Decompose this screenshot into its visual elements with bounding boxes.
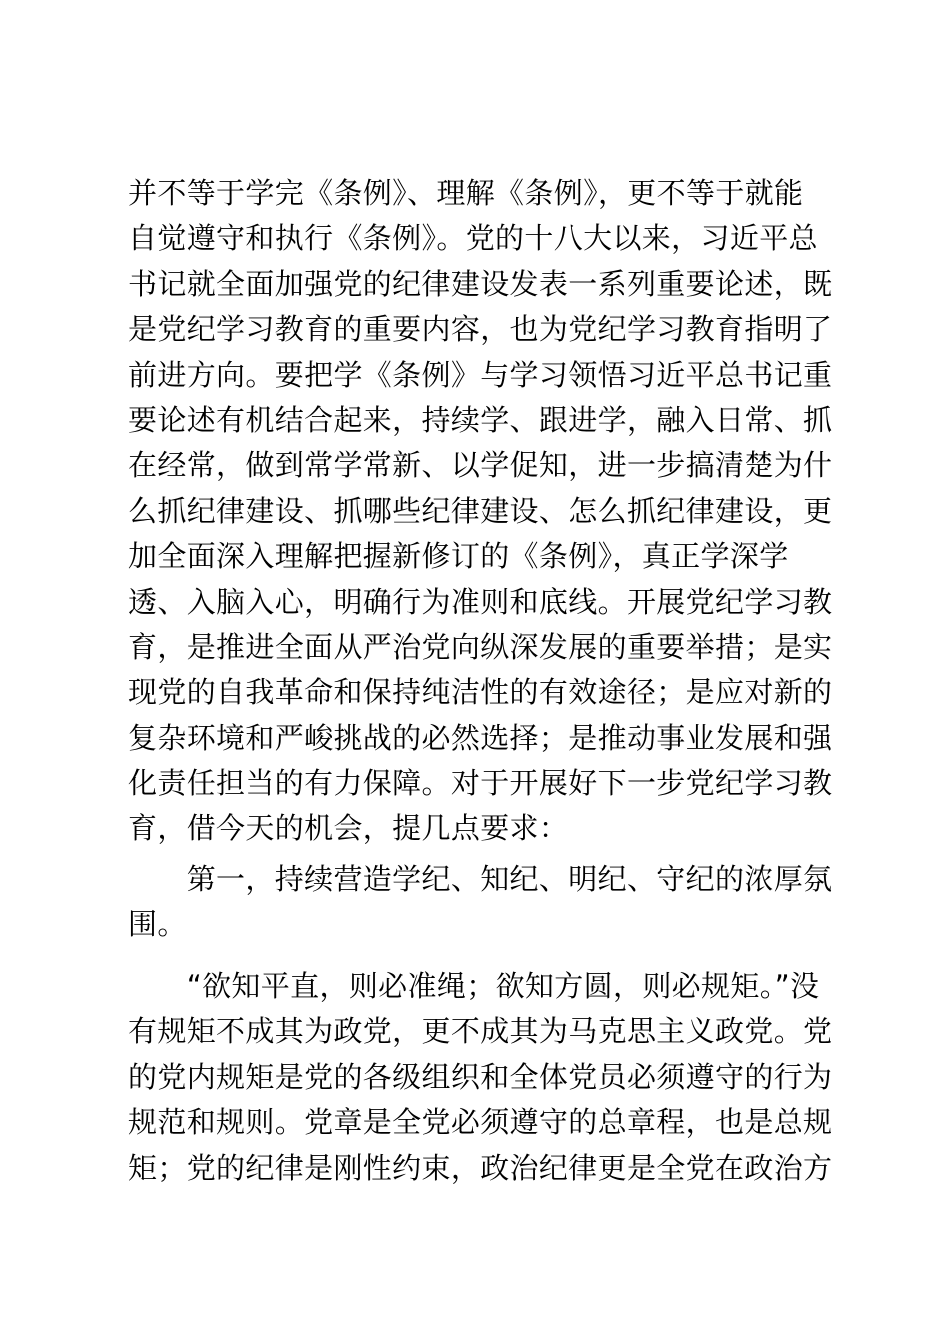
text-line: 围。 bbox=[128, 907, 187, 942]
paragraph-body-1 bbox=[128, 171, 832, 852]
text-line: 书记就全面加强党的纪律建设发表一系列重要论述，既 bbox=[128, 266, 832, 301]
text-line: 育，借今天的机会，提几点要求： bbox=[128, 811, 569, 846]
text-line: 并不等于学完《条例》、理解《条例》，更不等于就能 bbox=[128, 176, 804, 210]
text-line: 的党内规矩是党的各级组织和全体党员必须遵守的行为 bbox=[128, 1059, 832, 1094]
text-line: 自觉遵守和执行《条例》。党的十八大以来，习近平总 bbox=[128, 221, 818, 256]
text-line: 复杂环境和严峻挑战的必然选择；是推动事业发展和强 bbox=[128, 720, 832, 755]
text-line: 化责任担当的有力保障。对于开展好下一步党纪学习教 bbox=[128, 766, 832, 801]
paragraph-heading-first bbox=[128, 857, 832, 948]
text-line: 是党纪学习教育的重要内容，也为党纪学习教育指明了 bbox=[128, 312, 832, 347]
text-line: 矩；党的纪律是刚性约束，政治纪律更是全党在政治方 bbox=[128, 1150, 832, 1185]
text-line: 透、入脑入心，明确行为准则和底线。开展党纪学习教 bbox=[128, 584, 832, 619]
text-line: 在经常，做到常学常新、以学促知，进一步搞清楚为什 bbox=[128, 448, 832, 483]
text-line: 加全面深入理解把握新修订的《条例》，真正学深学 bbox=[128, 539, 789, 574]
text-line: “欲知平直，则必准绳；欲知方圆，则必规矩。”没 bbox=[128, 969, 820, 1003]
text-line: 有规矩不成其为政党，更不成其为马克思主义政党。党 bbox=[128, 1014, 832, 1049]
text-line: 前进方向。要把学《条例》与学习领悟习近平总书记重 bbox=[128, 357, 832, 392]
paragraph-body-2 bbox=[128, 964, 832, 1191]
text-line: 规范和规则。党章是全党必须遵守的总章程，也是总规 bbox=[128, 1105, 832, 1140]
text-line: 育，是推进全面从严治党向纵深发展的重要举措；是实 bbox=[128, 629, 832, 664]
text-line: 第一，持续营造学纪、知纪、明纪、守纪的浓厚氛 bbox=[128, 862, 832, 896]
text-line: 要论述有机结合起来，持续学、跟进学，融入日常、抓 bbox=[128, 402, 832, 437]
text-line: 么抓纪律建设、抓哪些纪律建设、怎么抓纪律建设，更 bbox=[128, 493, 832, 528]
text-line: 现党的自我革命和保持纯洁性的有效途径；是应对新的 bbox=[128, 675, 832, 710]
